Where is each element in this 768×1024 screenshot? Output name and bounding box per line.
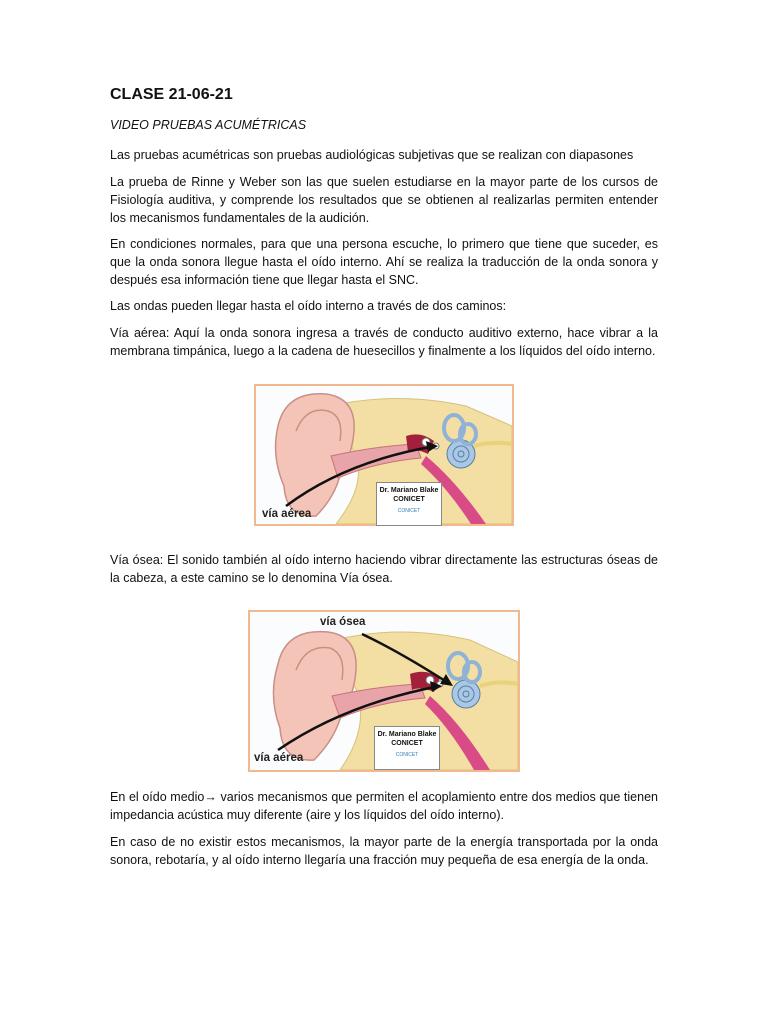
conicet-logo-text: CONICET [397,508,421,514]
conicet-logo-text: CONICET [395,752,419,758]
label-via-osea: vía ósea [320,616,366,628]
paragraph-two-paths: Las ondas pueden llegar hasta el oído interno a través de dos caminos: [110,299,507,313]
page-title: CLASE 21-06-21 [110,86,233,103]
credit-institution: CONICET [393,496,425,503]
paragraph-rinne-weber: La prueba de Rinne y Weber son las que suelen estudiarse en la mayor parte de los cursos de Fisiología auditiva, y comprende los resultados que se obtienen al realizarlas permiten entender los mecanismos fundamentales de la audición. [110,175,658,225]
credit-author: Dr. Mariano Blake [377,731,437,738]
paragraph-energy-reflection: En caso de no existir estos mecanismos, la mayor parte de la energía transportada por la onda sonora, rebotaría, y al oído interno llegaría una fracción muy pequeña de esa energía de la onda. [110,835,658,867]
label-via-aerea: vía aérea [254,752,304,764]
video-subtitle: VIDEO PRUEBAS ACUMÉTRICAS [110,118,307,132]
credit-box [376,482,442,526]
paragraph-air-path: Vía aérea: Aquí la onda sonora ingresa a través de conducto auditivo externo, hace vibrar a la membrana timpánica, luego a la cadena de huesecillos y finalmente a los líquidos del oído interno. [110,326,658,358]
ear-diagram-air [254,384,514,526]
credit-institution: CONICET [391,740,423,747]
paragraph-intro: Las pruebas acumétricas son pruebas audiológicas subjetivas que se realizan con diapasones [110,148,634,162]
credit-author: Dr. Mariano Blake [379,487,439,494]
paragraph-bone-path: Vía ósea: El sonido también al oído interno haciendo vibrar directamente las estructuras óseas de la cabeza, a este camino se lo denomina Vía ósea. [110,553,658,585]
ear-diagram-bone [248,610,520,772]
credit-box [374,726,440,770]
label-via-aerea: vía aérea [262,508,312,520]
paragraph-middle-ear: En el oído medio→ varios mecanismos que permiten el acoplamiento entre dos medios que tienen impedancia acústica muy diferente (aire y los líquidos del oído interno). [110,790,658,822]
paragraph-normal-conditions: En condiciones normales, para que una persona escuche, lo primero que tiene que suceder, es que la onda sonora llegue hasta el oído interno. Ahí se realiza la traducción de la onda sonora y después esa información tiene que llegar hasta el SNC. [110,237,658,287]
